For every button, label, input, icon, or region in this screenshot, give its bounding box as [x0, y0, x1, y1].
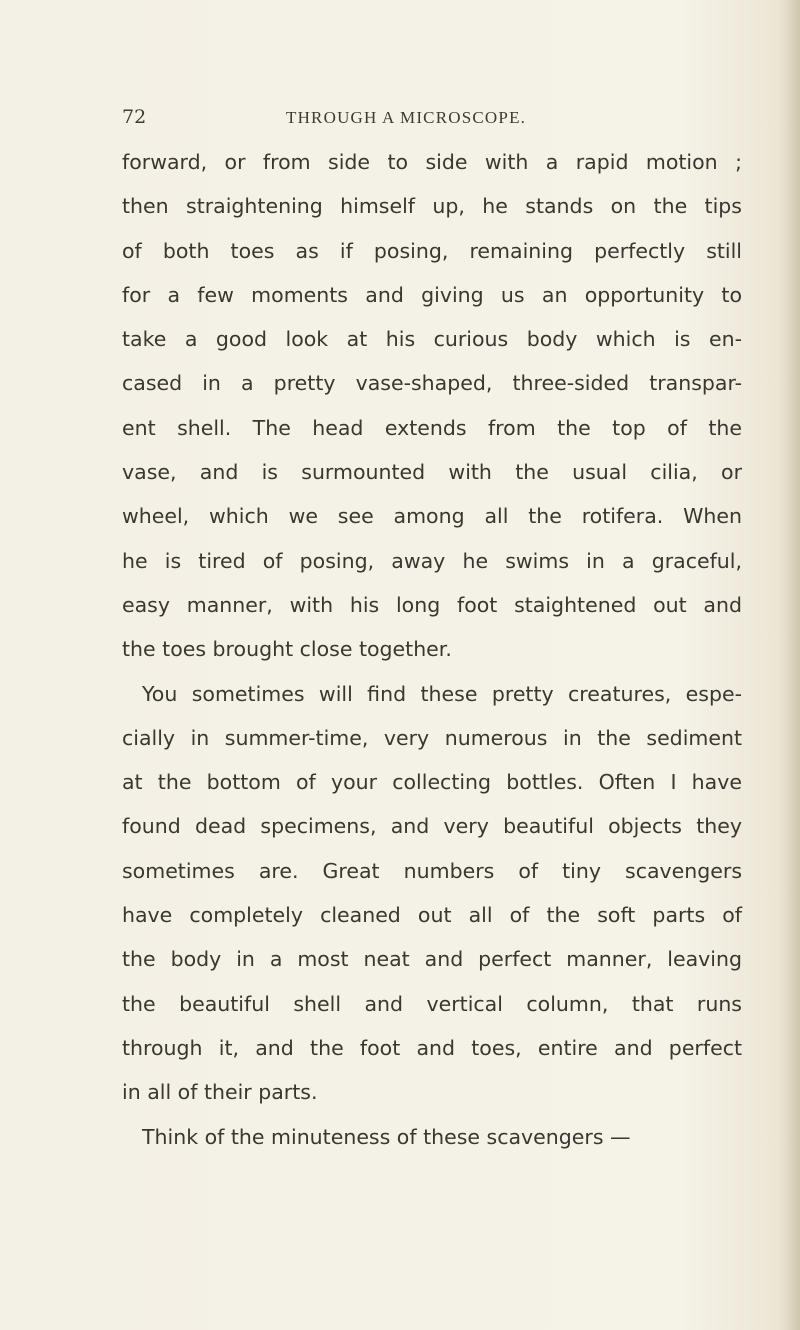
text-line: the toes brought close together. — [122, 637, 452, 662]
text-line: take a good look at his curious body which is en- — [122, 327, 742, 352]
text-line: in all of their parts. — [122, 1080, 318, 1105]
text-line: the body in a most neat and perfect manner, leaving — [122, 947, 742, 972]
text-line: Think of the minuteness of these scavengers — — [142, 1124, 631, 1149]
text-line: You sometimes will find these pretty creatures, espe- — [142, 681, 742, 706]
text-line: ent shell. The head extends from the top of the — [122, 415, 742, 440]
text-line: found dead specimens, and very beautiful objects they — [122, 814, 742, 839]
text-line: sometimes are. Great numbers of tiny scavengers — [122, 858, 742, 883]
page-number: 72 — [122, 106, 147, 128]
text-line: vase, and is surmounted with the usual cilia, or — [122, 460, 742, 485]
text-line: the beautiful shell and vertical column, that runs — [122, 991, 742, 1016]
text-line: through it, and the foot and toes, entire and perfect — [122, 1035, 742, 1060]
text-line: then straightening himself up, he stands on the tips — [122, 194, 742, 219]
page-edge-shadow — [786, 0, 800, 1330]
text-line: wheel, which we see among all the rotifera. When — [122, 504, 742, 529]
body-text — [122, 140, 742, 1159]
text-line: at the bottom of your collecting bottles. Often I have — [122, 770, 742, 795]
text-line: for a few moments and giving us an opportunity to — [122, 282, 742, 307]
text-line: of both toes as if posing, remaining perfectly still — [122, 238, 742, 263]
text-line: have completely cleaned out all of the soft parts of — [122, 903, 742, 928]
running-head — [122, 106, 734, 136]
running-title: THROUGH A MICROSCOPE. — [286, 108, 527, 127]
text-line: forward, or from side to side with a rapid motion ; — [122, 150, 742, 174]
text-line: cially in summer-time, very numerous in the sediment — [122, 725, 742, 750]
text-line: he is tired of posing, away he swims in a graceful, — [122, 548, 742, 573]
text-line: easy manner, with his long foot staightened out and — [122, 592, 742, 617]
text-line: cased in a pretty vase-shaped, three-sided transpar- — [122, 371, 742, 396]
